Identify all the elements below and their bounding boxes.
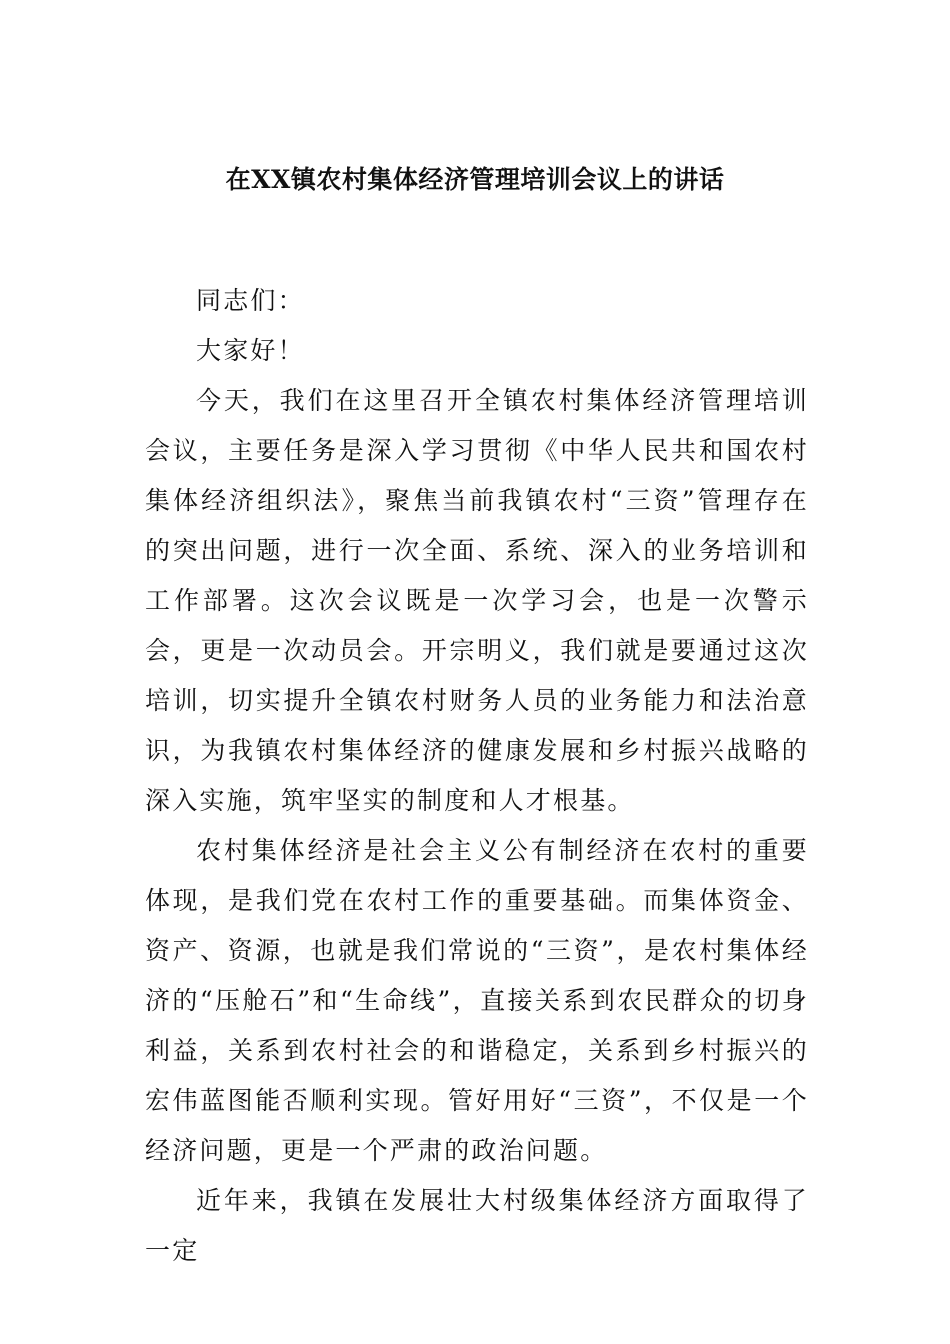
paragraph-collective-economy: 农村集体经济是社会主义公有制经济在农村的重要体现，是我们党在农村工作的重要基础。而集体资金、资产、资源，也就是我们常说的“三资”，是农村集体经济的“压舱石”和“生命线”，直接关系到农民群众的切身利益，关系到农村社会的和谐稳定，关系到乡村振兴的宏伟蓝图能否顺利实现。管好用好“三资”，不仅是一个经济问题，更是一个严肃的政治问题。 <box>145 836 809 1165</box>
document-title: 在XX镇农村集体经济管理培训会议上的讲话 <box>225 165 725 194</box>
salutation: 同志们： <box>196 286 305 315</box>
paragraph-recent-years: 近年来，我镇在发展壮大村级集体经济方面取得了一定 <box>145 1186 809 1265</box>
paragraph-opening: 今天，我们在这里召开全镇农村集体经济管理培训会议，主要任务是深入学习贯彻《中华人民共和国农村集体经济组织法》，聚焦当前我镇农村“三资”管理存在的突出问题，进行一次全面、系统、深入的业务培训和工作部署。这次会议既是一次学习会，也是一次警示会，更是一次动员会。开宗明义，我们就是要通过这次培训，切实提升全镇农村财务人员的业务能力和法治意识，为我镇农村集体经济的健康发展和乡村振兴战略的深入实施，筑牢坚实的制度和人才根基。 <box>145 386 809 815</box>
document-body <box>145 276 809 1276</box>
greeting: 大家好！ <box>196 336 305 365</box>
